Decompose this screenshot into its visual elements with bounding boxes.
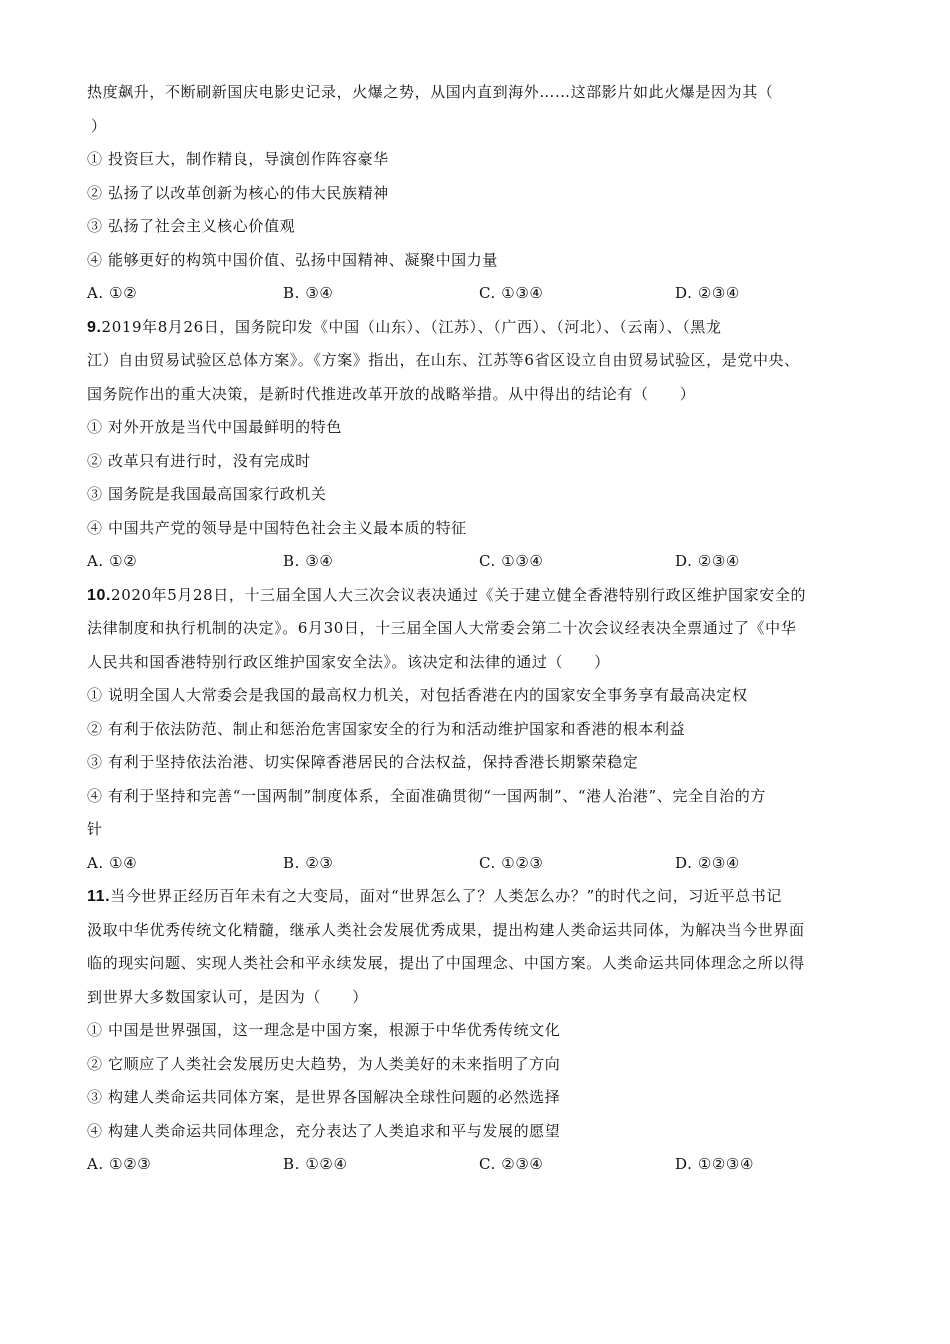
question-stem-text: 2020年5月28日，十三届全国人大三次会议表决通过《关于建立健全香港特别行政区维护国家安全的	[111, 585, 807, 604]
question-stem-text: 2019年8月26日，国务院印发《中国（山东）、（江苏）、（广西）、（河北）、（云南）、（黑龙	[101, 317, 722, 336]
statement-item: ② 有利于依法防范、制止和惩治危害国家安全的行为和活动维护国家和香港的根本利益	[87, 719, 686, 738]
statement-item-continuation: 针	[87, 820, 103, 838]
option-c[interactable]: C. ①③④	[479, 284, 544, 302]
statement-item: ① 投资巨大，制作精良，导演创作阵容豪华	[87, 150, 389, 168]
option-c[interactable]: C. ①③④	[479, 552, 544, 570]
question-number: 10.	[87, 586, 112, 604]
exam-page	[87, 76, 877, 1182]
question-number: 11.	[87, 888, 111, 905]
question-9	[87, 311, 877, 579]
statement-item: ③ 国务院是我国最高国家行政机关	[87, 485, 327, 503]
question-stem-line	[87, 311, 877, 345]
answer-options	[87, 277, 877, 311]
statement-item: ④ 能够更好的构筑中国价值、弘扬中国精神、凝聚中国力量	[87, 250, 498, 269]
answer-options	[87, 545, 877, 579]
option-d[interactable]: D. ①②③④	[675, 1155, 755, 1173]
question-number: 9.	[87, 318, 102, 336]
question-stem-line: 热度飙升，不断刷新国庆电影史记录，火爆之势，从国内直到海外……这部影片如此火爆是因为其（	[87, 83, 774, 101]
statement-item: ② 它顺应了人类社会发展历史大趋势，为人类美好的未来指明了方向	[87, 1054, 561, 1073]
question-stem-line: 国务院作出的重大决策，是新时代推进改革开放的战略举措。从中得出的结论有（ ）	[87, 384, 696, 403]
statement-item: ④ 构建人类命运共同体理念，充分表达了人类追求和平与发展的愿望	[87, 1121, 561, 1140]
option-d[interactable]: D. ②③④	[675, 552, 740, 570]
question-stem-line: 人民共和国香港特别行政区维护国家安全法》。该决定和法律的通过（ ）	[87, 652, 610, 671]
option-b[interactable]: B. ①②④	[283, 1155, 348, 1173]
option-c[interactable]: C. ①②③	[479, 853, 544, 872]
option-d[interactable]: D. ②③④	[675, 853, 740, 872]
statement-item: ② 改革只有进行时，没有完成时	[87, 451, 311, 470]
statement-item: ③ 弘扬了社会主义核心价值观	[87, 217, 296, 235]
option-a[interactable]: A. ①④	[87, 853, 138, 872]
answer-options	[87, 1148, 877, 1182]
question-stem-line: 汲取中华优秀传统文化精髓，继承人类社会发展优秀成果，提出构建人类命运共同体，为解决当今世界面	[87, 920, 805, 939]
statement-item: ① 说明全国人大常委会是我国的最高权力机关，对包括香港在内的国家安全事务享有最高决定权	[87, 686, 748, 704]
statement-item: ③ 构建人类命运共同体方案，是世界各国解决全球性问题的必然选择	[87, 1088, 561, 1106]
option-b[interactable]: B. ②③	[283, 853, 334, 872]
question-stem-line: 法律制度和执行机制的决定》。6月30日，十三届全国人大常委会第二十次会议经表决全票通过了《中华	[87, 619, 797, 637]
question-10	[87, 579, 877, 881]
statement-item: ④ 有利于坚持和完善“一国两制”制度体系，全面准确贯彻“一国两制”、“港人治港”、完全自治的方	[87, 786, 766, 805]
question-stem-line: 江）自由贸易试验区总体方案》。《方案》指出，在山东、江苏等6省区设立自由贸易试验区，是党中央、	[87, 351, 800, 369]
answer-options	[87, 847, 877, 881]
option-d[interactable]: D. ②③④	[675, 284, 740, 302]
option-b[interactable]: B. ③④	[283, 552, 334, 570]
question-stem-line: ）	[91, 116, 107, 135]
question-stem-text: 当今世界正经历百年未有之大变局，面对“世界怎么了？人类怎么办？”的时代之问，习近平总书记	[110, 887, 782, 905]
question-stem-line: 到世界大多数国家认可，是因为（ ）	[87, 987, 368, 1006]
statement-item: ① 对外开放是当代中国最鲜明的特色	[87, 418, 342, 436]
question-11	[87, 880, 877, 1182]
statement-item: ① 中国是世界强国，这一理念是中国方案，根源于中华优秀传统文化	[87, 1021, 561, 1039]
option-b[interactable]: B. ③④	[283, 284, 334, 302]
option-a[interactable]: A. ①②	[87, 552, 138, 570]
statement-item: ④ 中国共产党的领导是中国特色社会主义最本质的特征	[87, 518, 467, 537]
statement-item: ③ 有利于坚持依法治港、切实保障香港居民的合法权益，保持香港长期繁荣稳定	[87, 753, 639, 771]
statement-item: ② 弘扬了以改革创新为核心的伟大民族精神	[87, 183, 389, 202]
question-stem-line	[87, 880, 877, 914]
question-8	[87, 76, 877, 311]
option-c[interactable]: C. ②③④	[479, 1155, 544, 1173]
question-stem-line: 临的现实问题、实现人类社会和平永续发展，提出了中国理念、中国方案。人类命运共同体理念之所以得	[87, 954, 805, 972]
question-stem-line	[87, 579, 877, 613]
option-a[interactable]: A. ①②③	[87, 1155, 152, 1173]
option-a[interactable]: A. ①②	[87, 284, 138, 302]
